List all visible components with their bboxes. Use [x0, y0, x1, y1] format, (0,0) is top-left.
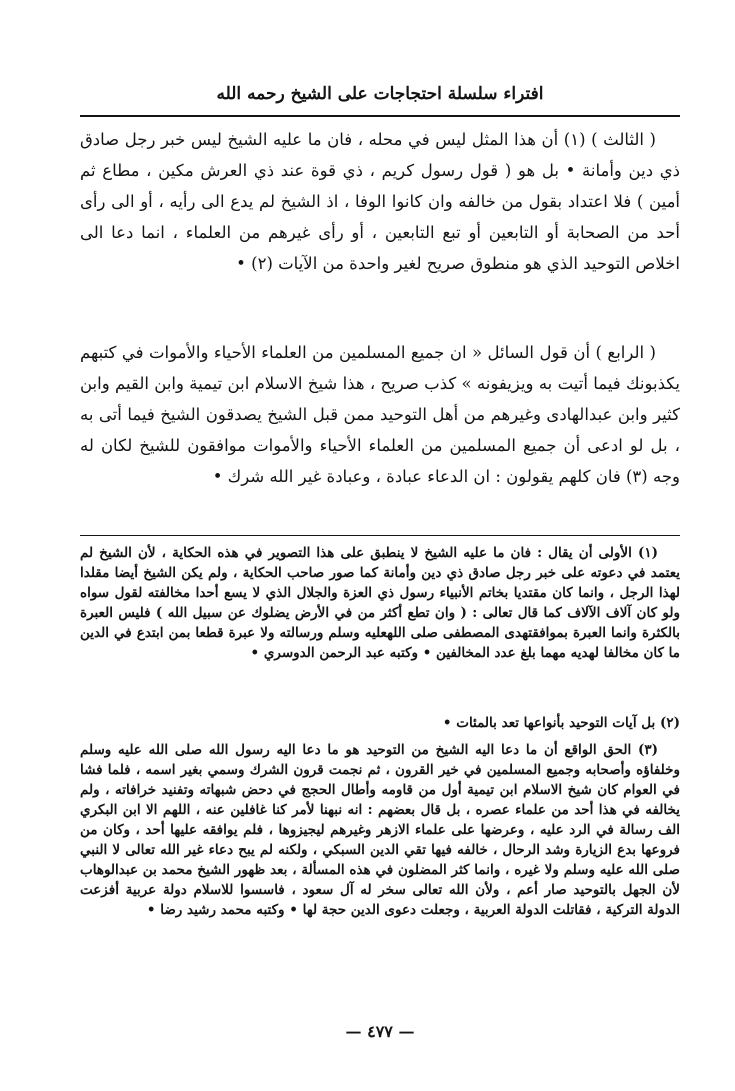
- footnote-1: (١) الأولى أن يقال : فان ما عليه الشيخ لا ينطبق على هذا التصوير في هذه الحكاية ، لأن الشيخ لم يعتمد في دعوته على خبر رجل صادق ذي دين وأمانة كما صور صاحب الحكاية ، ولم يكن الشيخ أيضا مقلدا لهذا الرجل ، وانما كان مقتديا بخاتم الأنبياء رسول ذي العزة والجلال الذي لا يسع أحدا مخالفته لقول سواه ولو كان آلاف الآلاف كما قال تعالى : ( وان تطع أكثر من في الأرض يضلوك عن سبيل الله ) فليس العبرة بالكثرة وانما العبرة بموافقتهدى المصطفى صلى اللهعليه وسلم ورسالته ولا عبرة قطعا بمن ابتدع في الدين ما كان مخالفا لهديه مهما بلغ عدد المخالفين • وكتبه عبد الرحمن الدوسري •: [80, 545, 680, 661]
- footnote-divider: [80, 535, 680, 536]
- footnote-2: (٢) بل آيات التوحيد بأنواعها تعد بالمئات •: [442, 715, 680, 731]
- footnote-3: (٣) الحق الواقع أن ما دعا اليه الشيخ من التوحيد هو ما دعا اليه رسول الله صلى الله عليه وسلم وخلفاؤه وأصحابه وجميع المسلمين في خير القرون ، ثم نجمت قرون الشرك وسمي بغير اسمه ، فلما فشا في العوام كان شيخ الاسلام ابن تيمية أول من قاومه وأطال الحجج في دحض شبهاته وتفنيد خرافاته ، ولم يخالفه في هذا أحد من علماء عصره ، بل قال بعضهم : انه نبهنا لأمر كنا غافلين عنه ، اللهم الا ابن البكري الف رسالة في الرد عليه ، وعرضها على علماء الازهر وغيرهم ليجيزوها ، فلم يوافقه عليها أحد ، وكان من فروعها بدع الزيارة وشد الرحال ، خالفه فيها تقي الدين السبكي ، ولكنه لم يبح دعاء غير الله تعالى لا النبي صلى الله عليه وسلم ولا غيره ، وانما كثر المضلون في هذه المسألة ، بعد ظهور الشيخ محمد بن عبدالوهاب لأن الجهل بالتوحيد صار أعم ، ولأن الله تعالى سخر له آل سعود ، فاسسوا للاسلام دولة عربية أفزعت الدولة التركية ، فقاتلت الدولة العربية ، وجعلت دعوى الدين حجة لها • وكتبه محمد رشيد رضا •: [80, 742, 680, 918]
- page-number: — ٤٧٧ —: [345, 1022, 415, 1041]
- running-header: افتراء سلسلة احتجاجات على الشيخ رحمه الله: [216, 84, 544, 104]
- header-rule: [80, 115, 680, 117]
- main-paragraph-1: ( الثالث ) (١) أن هذا المثل ليس في محله ، فان ما عليه الشيخ ليس خبر رجل صادق ذي دين وأمانة • بل هو ( قول رسول كريم ، ذي قوة عند ذي العرش مكين ، مطاع ثم أمين ) فلا اعتداد بقول من خالفه وان كانوا الوفا ، اذ الشيخ لم يدع الى رأيه ، أو الى رأى أحد من الصحابة أو التابعين أو تبع التابعين ، أو رأى غيرهم من العلماء ، انما دعا الى اخلاص التوحيد الذي هو منطوق صريح لغير واحدة من الآيات (٢) •: [80, 130, 680, 273]
- main-paragraph-2: ( الرابع ) أن قول السائل « ان جميع المسلمين من العلماء الأحياء والأموات في كتبهم يكذبونك فيما أتيت به ويزيفونه » كذب صريح ، هذا شيخ الاسلام ابن تيمية وابن القيم وابن كثير وابن عبدالهادى وغيرهم من أهل التوحيد ممن قبل الشيخ يصدقون الشيخ فيما أتى به ، بل لو ادعى أن جميع المسلمين من العلماء الأحياء والأموات موافقون للشيخ لكان له وجه (٣) فان كلهم يقولون : ان الدعاء عبادة ، وعبادة غير الله شرك •: [80, 343, 680, 486]
